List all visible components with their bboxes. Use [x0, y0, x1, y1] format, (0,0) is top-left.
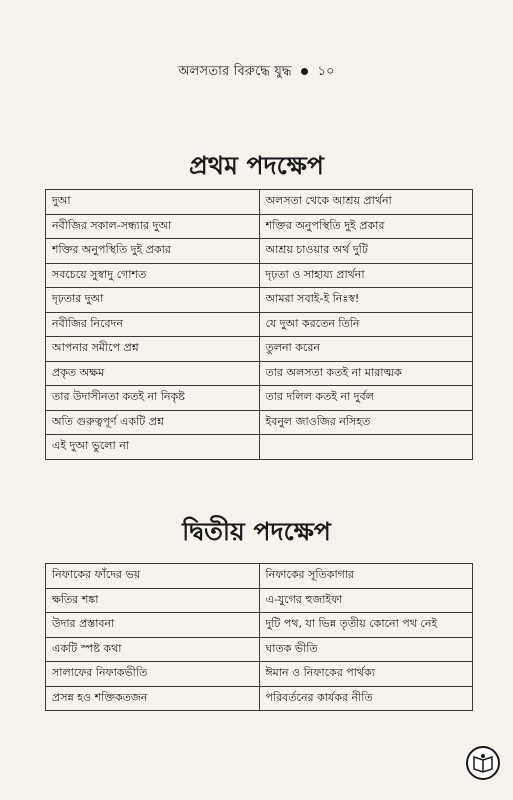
table-row — [46, 239, 473, 264]
bullet-separator — [301, 68, 308, 75]
contents-entry-right: এ-যুগের হুজাইফা — [259, 588, 473, 613]
publisher-logo-icon — [466, 746, 500, 780]
running-header — [0, 62, 513, 83]
page-number: ১০ — [317, 64, 335, 79]
contents-entry-left: তার উদাসীনতা কতই না নিকৃষ্ট — [46, 386, 260, 411]
contents-entry-left: অতি গুরুত্বপূর্ণ একটি প্রশ্ন — [46, 410, 260, 435]
table-row — [46, 214, 473, 239]
contents-entry-right: পরিবর্তনের কার্যকর নীতি — [259, 686, 473, 711]
contents-entry-right: তার অলসতা কতই না মারাত্মক — [259, 361, 473, 386]
contents-entry-left: শক্তির অনুপস্থিতি দুই প্রকার — [46, 239, 260, 264]
contents-entry-left: নবীজির সকাল-সন্ধ্যার দুআ — [46, 214, 260, 239]
table-row — [46, 662, 473, 687]
table-row — [46, 288, 473, 313]
table-row — [46, 435, 473, 460]
contents-entry-left: এই দুআ ভুলো না — [46, 435, 260, 460]
contents-entry-left: দুআ — [46, 190, 260, 215]
contents-entry-right: দুটি পথ, যা ভিন্ন তৃতীয় কোনো পথ নেই — [259, 613, 473, 638]
contents-entry-left: আপনার সমীপে প্রশ্ন — [46, 337, 260, 362]
table-row — [46, 686, 473, 711]
table-row — [46, 337, 473, 362]
table-row — [46, 361, 473, 386]
contents-entry-left: দৃঢ়তার দুআ — [46, 288, 260, 313]
contents-entry-right: দৃঢ়তা ও সাহায্য প্রার্থনা — [259, 263, 473, 288]
contents-entry-right: শক্তির অনুপস্থিতি দুই প্রকার — [259, 214, 473, 239]
contents-entry-left: সবচেয়ে সুস্বাদু গোশত — [46, 263, 260, 288]
contents-entry-left: নিফাকের ফাঁদের ভয় — [46, 564, 260, 589]
contents-entry-left: প্রসন্ন হও শক্তিকতজন — [46, 686, 260, 711]
section-title-second-step: দ্বিতীয় পদক্ষেপ — [182, 517, 331, 546]
table-row — [46, 386, 473, 411]
contents-entry-left: ক্ষতির শঙ্কা — [46, 588, 260, 613]
table-row — [46, 613, 473, 638]
contents-entry-left: নবীজির নিবেদন — [46, 312, 260, 337]
contents-table-first-step — [45, 189, 473, 460]
contents-entry-left: সালাফের নিফাকভীতি — [46, 662, 260, 687]
contents-entry-left: একটি স্পষ্ট কথা — [46, 637, 260, 662]
contents-entry-left: উদার প্রস্তাবনা — [46, 613, 260, 638]
contents-entry-right: অলসতা থেকে আশ্রয় প্রার্থনা — [259, 190, 473, 215]
book-title: অলসতার বিরুদ্ধে যুদ্ধ — [178, 64, 292, 79]
contents-entry-right: তার দলিল কতই না দুর্বল — [259, 386, 473, 411]
table-row — [46, 263, 473, 288]
table-row — [46, 588, 473, 613]
contents-entry-right: ঘাতক ভীতি — [259, 637, 473, 662]
table-row — [46, 637, 473, 662]
table-row — [46, 312, 473, 337]
table-row — [46, 410, 473, 435]
contents-entry-right: আশ্রয় চাওয়ার অর্থ দুটি — [259, 239, 473, 264]
contents-entry-right: ইবনুল জাওজির নসিহত — [259, 410, 473, 435]
contents-entry-right: ঈমান ও নিফাকের পার্থক্য — [259, 662, 473, 687]
table-row — [46, 190, 473, 215]
section-title-first-step: প্রথম পদক্ষেপ — [189, 151, 324, 180]
contents-entry-right: তুলনা করেন — [259, 337, 473, 362]
contents-entry-right — [259, 435, 473, 460]
contents-table-second-step — [45, 563, 473, 711]
contents-entry-left: প্রকৃত অক্ষম — [46, 361, 260, 386]
contents-entry-right: নিফাকের সূতিকাগার — [259, 564, 473, 589]
table-row — [46, 564, 473, 589]
contents-entry-right: আমরা সবাই-ই নিঃস্ব! — [259, 288, 473, 313]
contents-entry-right: যে দুআ করতেন তিনি — [259, 312, 473, 337]
